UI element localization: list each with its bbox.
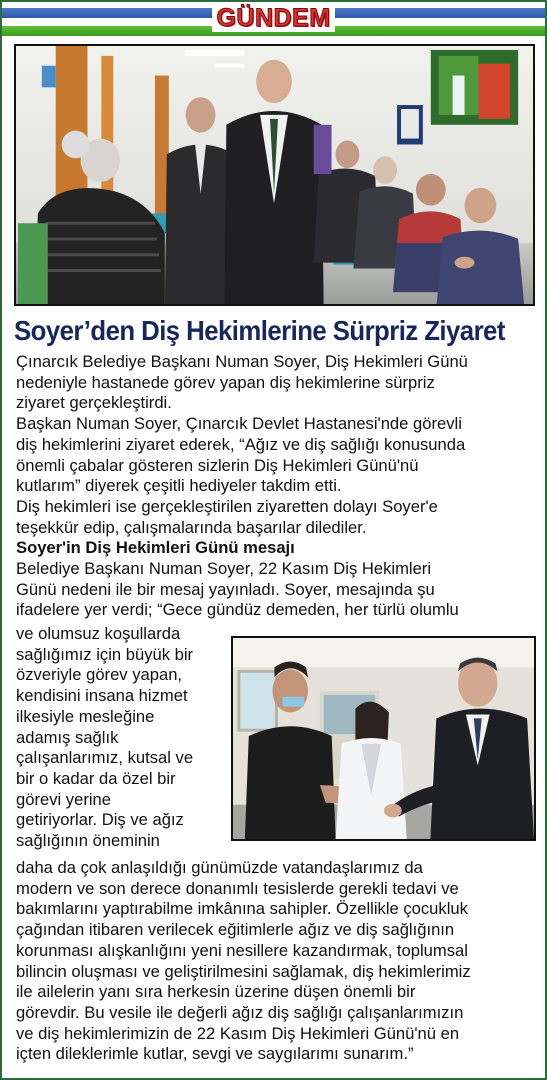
body-line: kutlarım” diyerek çeşitli hediyeler takdim etti. (16, 476, 342, 496)
body-line: adamış sağlık (16, 727, 119, 747)
body-line: sağlığımız için büyük bir (16, 644, 194, 664)
body-line: modern ve son derece donanımlı tesislerde gerekli tedavi ve (16, 878, 459, 898)
body-line: bilincin oluşması ve geliştirilmesini sağlamak, diş hekimlerimiz (16, 961, 471, 981)
body-line: ve diş hekimlerimizin de 22 Kasım Diş Hekimleri Günü'nü en (16, 1023, 460, 1043)
body-line: Diş hekimleri ise gerçekleştirilen ziyaretten dolayı Soyer'e (16, 496, 438, 516)
body-line: Başkan Numan Soyer, Çınarcık Devlet Hastanesi'nde görevli (16, 414, 462, 434)
article-body-wrap (16, 624, 231, 852)
body-line: bakımlarını yaptırabilme imkânına sahipler. Özellikle çocukluk (16, 899, 468, 919)
body-line: ilkesiyle mesleğine (16, 706, 155, 726)
body-line: Çınarcık Belediye Başkanı Numan Soyer, Diş Hekimleri Günü (16, 352, 468, 371)
article-headline: Soyer’den Diş Hekimlerine Sürpriz Ziyaret (14, 315, 505, 346)
body-line: çalışanlarımız, kutsal ve (16, 748, 194, 768)
article-subheading: Soyer'in Diş Hekimleri Günü mesajı (16, 538, 295, 558)
body-line: Günü nedeni ile bir mesaj yayınladı. Soyer, mesajında şu (16, 579, 435, 599)
article-body-bottom (16, 858, 541, 1065)
inset-photo (231, 636, 536, 841)
body-line: kendisini insana hizmet (16, 686, 188, 706)
body-line: içten dileklerimle kutlar, sevgi ve saygılarımı sunarım.” (16, 1044, 414, 1064)
section-kicker: GÜNDEM (212, 4, 334, 32)
body-line: teşekkür edip, çalışmalarında başarılar dilediler. (16, 517, 367, 537)
body-line: korunması alışkanlığını yeni nesillere kazandırmak, toplumsal (16, 940, 468, 960)
body-line: getiriyorlar. Diş ve ağız (16, 810, 184, 830)
body-line: sağlığının öneminin (16, 831, 160, 851)
body-line: ziyaret gerçekleştirdi. (16, 393, 172, 413)
body-line: diş hekimlerini ziyaret ederek, “Ağız ve diş sağlığı konusunda (16, 434, 466, 454)
section-header (2, 2, 545, 42)
body-line: bir o kadar da özel bir (16, 768, 176, 788)
article-body-top (16, 352, 541, 621)
body-line: görevdir. Bu vesile ile değerli ağız diş sağlığı çalışanlarımızın (16, 1002, 464, 1022)
body-line: özveriyle görev yapan, (16, 665, 183, 685)
body-line: Belediye Başkanı Numan Soyer, 22 Kasım Diş Hekimleri (16, 559, 432, 579)
hospital-corridor-photo (16, 46, 533, 304)
body-line: görevi yerine (16, 789, 112, 809)
body-line: ile ailelerin yanı sıra herkesin üzerine düşen önemli bir (16, 982, 416, 1002)
body-line: ifadelere yer verdi; “Gece gündüz demeden, her türlü olumlu (16, 600, 459, 620)
body-line: daha da çok anlaşıldığı günümüzde vatandaşlarımız da (16, 858, 423, 877)
body-line: nedeniyle hastanede görev yapan diş hekimlerine sürpriz (16, 372, 435, 392)
dental-clinic-handshake-photo (233, 638, 534, 839)
body-line: ve olumsuz koşullarda (16, 624, 181, 643)
body-line: önemli çabalar gösteren sizlerin Diş Hekimleri Günü'nü (16, 455, 419, 475)
section-kicker-wrap (2, 4, 545, 33)
body-line: çağından itibaren verilecek eğitimlerle ağız ve diş sağlığının (16, 920, 455, 940)
main-photo (14, 44, 535, 306)
